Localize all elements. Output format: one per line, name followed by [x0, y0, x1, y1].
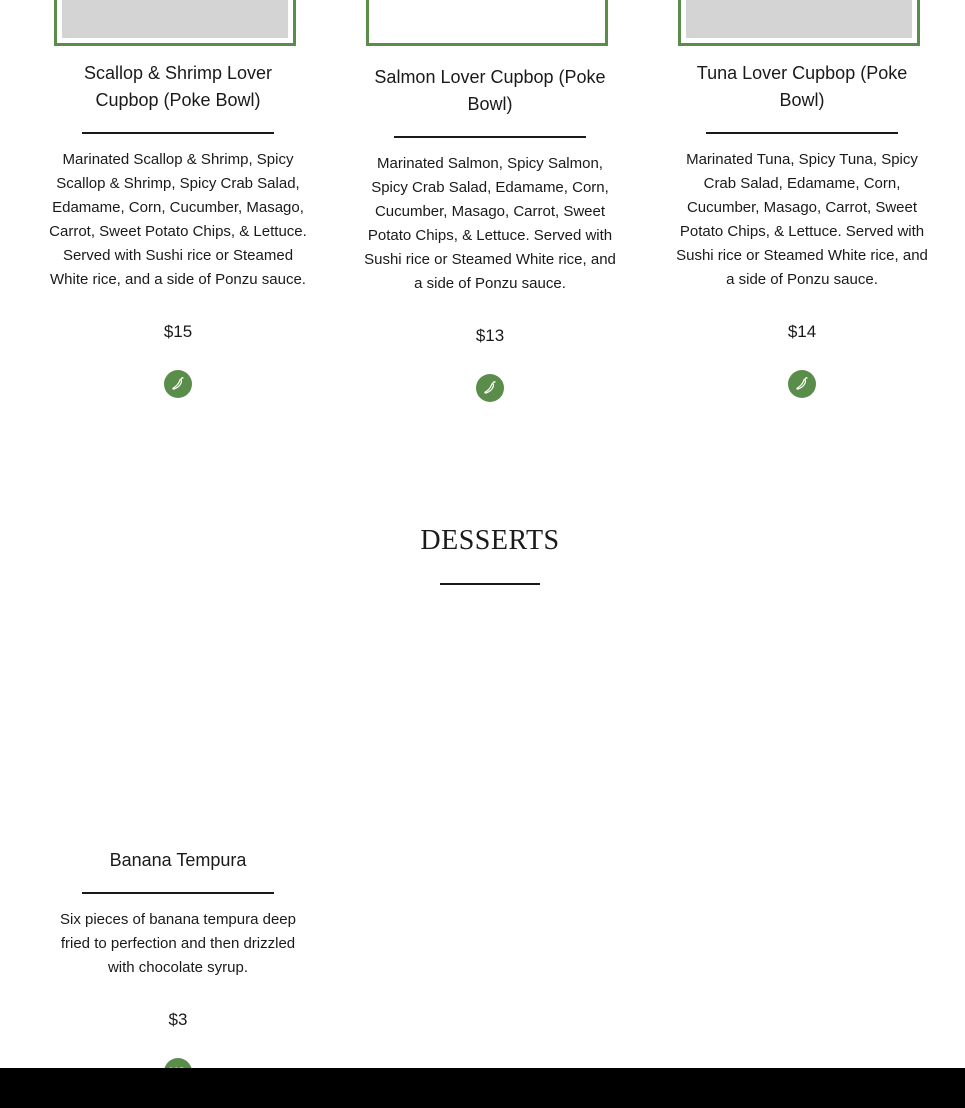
- menu-item-price: $15: [163, 322, 193, 341]
- spicy-pepper-icon: [788, 370, 816, 398]
- menu-item-title[interactable]: Salmon Lover Cupbop (Poke Bowl): [374, 67, 606, 114]
- section-title-desserts: DESSERTS: [420, 525, 560, 556]
- menu-item-description: Marinated Scallop & Shrimp, Spicy Scallop & Shrimp, Spicy Crab Salad, Edamame, Corn, Cucumber, Masago, Carrot, Sweet Potato Chips, & Lettuce. Served with Sushi rice or Steamed White rice, and a side of Ponzu sauce.: [49, 151, 307, 288]
- spicy-pepper-icon: [476, 374, 504, 402]
- title-divider: [82, 892, 274, 894]
- menu-item-card: [48, 847, 308, 1086]
- title-divider: [82, 132, 274, 134]
- menu-item-price: $13: [475, 326, 505, 345]
- menu-item-card: [360, 64, 620, 402]
- title-divider: [706, 132, 898, 134]
- menu-item-price: $14: [787, 322, 817, 341]
- menu-item-description: Six pieces of banana tempura deep fried to perfection and then drizzled with chocolate syrup.: [60, 911, 296, 976]
- menu-item-title[interactable]: Banana Tempura: [109, 850, 247, 870]
- menu-item-title[interactable]: Tuna Lover Cupbop (Poke Bowl): [696, 63, 908, 110]
- section-divider: [440, 583, 540, 585]
- title-divider: [394, 136, 586, 138]
- spicy-pepper-icon: [164, 370, 192, 398]
- menu-item-description: Marinated Salmon, Spicy Salmon, Spicy Crab Salad, Edamame, Corn, Cucumber, Masago, Carrot, Sweet Potato Chips, & Lettuce. Served with Sushi rice or Steamed White rice, and a side of Ponzu sauce.: [364, 155, 616, 292]
- bottom-bar: [0, 1068, 965, 1108]
- menu-item-price: $3: [168, 1010, 188, 1029]
- menu-item-image[interactable]: [54, 0, 296, 46]
- menu-item-card: [48, 60, 308, 398]
- menu-item-card: [672, 60, 932, 398]
- menu-item-image[interactable]: [366, 0, 608, 46]
- menu-item-image[interactable]: [678, 0, 920, 46]
- menu-item-title[interactable]: Scallop & Shrimp Lover Cupbop (Poke Bowl): [83, 63, 273, 110]
- menu-item-description: Marinated Tuna, Spicy Tuna, Spicy Crab Salad, Edamame, Corn, Cucumber, Masago, Carrot, Sweet Potato Chips, & Lettuce. Served with Sushi rice or Steamed White rice, and a side of Ponzu sauce.: [676, 151, 928, 288]
